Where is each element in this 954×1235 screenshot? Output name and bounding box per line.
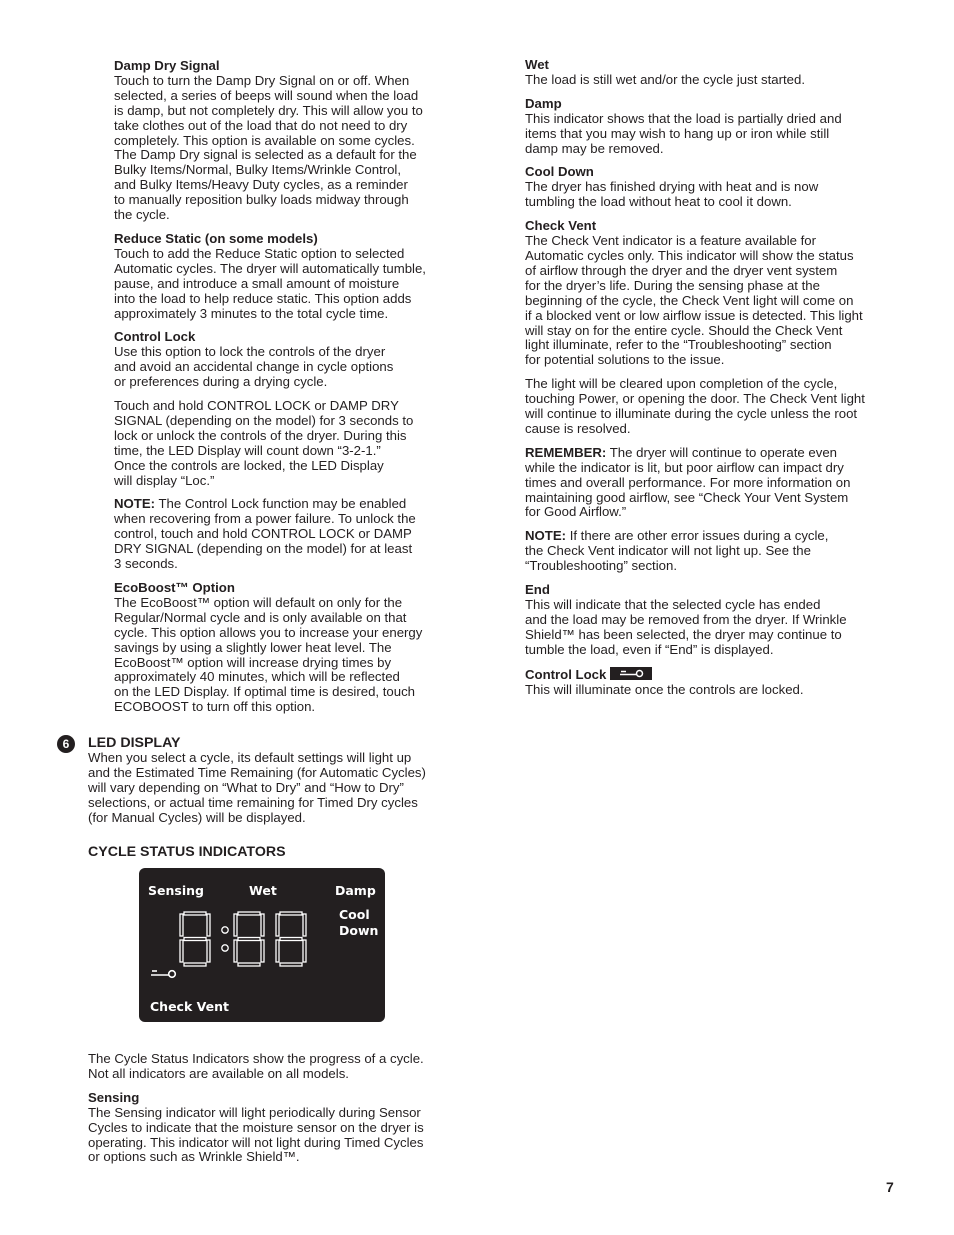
panel-label-wet: Wet [249, 883, 277, 898]
text-line: for Good Airflow.” [525, 504, 627, 520]
text-line: for potential solutions to the issue. [525, 352, 725, 368]
led-display-text [88, 751, 458, 826]
cycle-status-heading-wrap [88, 845, 286, 860]
text-line: cycle. This option allows you to increase your energy [114, 624, 423, 640]
page-number: 7 [886, 1179, 894, 1195]
text-line: approximately 40 minutes, which will be reflected [114, 669, 400, 685]
check-vent-heading: Check Vent [525, 218, 597, 234]
control-lock-indicator-section [525, 667, 895, 698]
led-display-section [88, 736, 458, 825]
text-line: lock or unlock the controls of the dryer. During this [114, 427, 407, 443]
end-heading: End [525, 582, 550, 598]
text-line: savings by using a slightly lower heat level. The [114, 639, 392, 655]
cool-down-text [525, 180, 895, 210]
note-first-line: If there are other error issues during a cycle, [566, 528, 829, 544]
left-column [114, 59, 459, 724]
text-line: Bulky Items/Normal, Bulky Items/Wrinkle Control, [114, 162, 402, 178]
control-lock-indicator-heading-row [525, 667, 895, 683]
remember-label: REMEMBER: [525, 444, 607, 460]
check-vent-note [525, 529, 895, 574]
lock-badge-icon [610, 667, 652, 680]
text-line: times and overall performance. For more information on [525, 474, 851, 490]
control-lock-section [114, 330, 459, 572]
control-lock-indicator-heading: Control Lock [525, 666, 607, 682]
damp-dry-signal-text [114, 74, 459, 223]
text-line: Automatic cycles. The dryer will automatically tumble, [114, 260, 426, 276]
text-line: selected, a series of beeps will sound when the load [114, 87, 419, 103]
note-first-line: The Control Lock function may be enabled [155, 496, 407, 512]
text-line: Cycles to indicate that the moisture sensor on the dryer is [88, 1119, 424, 1135]
text-line: tumbling the load without heat to cool it down. [525, 194, 792, 210]
text-line: Use this option to lock the controls of the dryer [114, 344, 386, 360]
text-line: and Bulky Items/Heavy Duty cycles, as a reminder [114, 177, 408, 193]
text-line: The Cycle Status Indicators show the progress of a cycle. [88, 1051, 424, 1066]
cycle-status-panel-illustration [139, 868, 386, 1023]
text-line: damp may be removed. [525, 140, 664, 156]
text-line: The Sensing indicator will light periodically during Sensor [88, 1104, 421, 1120]
check-vent-paragraph-1 [525, 234, 895, 368]
text-line: control, touch and hold CONTROL LOCK or DAMP [114, 526, 412, 542]
text-line: is damp, but not completely dry. This will allow you to [114, 102, 423, 118]
text-line: This will indicate that the selected cycle has ended [525, 597, 821, 612]
right-column [525, 58, 895, 697]
text-line: The dryer has finished drying with heat and is now [525, 179, 819, 195]
text-line: operating. This indicator will not light during Timed Cycles [88, 1134, 424, 1150]
text-line: for the dryer’s life. During the sensing phase at the [525, 277, 820, 293]
text-line: and the load may be removed from the dryer. If Wrinkle [525, 611, 847, 627]
sensing-heading: Sensing [88, 1089, 140, 1105]
control-lock-heading: Control Lock [114, 329, 196, 345]
text-line: The EcoBoost™ option will default on only for the [114, 594, 403, 610]
text-line: The Damp Dry signal is selected as a default for the [114, 147, 417, 163]
cycle-status-text [88, 1052, 458, 1165]
panel-label-cool: Cool [339, 907, 370, 922]
text-line: of airflow through the dryer and the dryer vent system [525, 262, 838, 278]
text-line: When you select a cycle, its default settings will light up [88, 749, 412, 765]
cycle-status-heading: CYCLE STATUS INDICATORS [88, 844, 286, 860]
note-label: NOTE: [114, 496, 156, 512]
text-line: on the LED Display. If optimal time is desired, touch [114, 684, 416, 700]
damp-section [525, 97, 895, 157]
text-line: ECOBOOST to turn off this option. [114, 699, 316, 715]
note-text [525, 543, 811, 573]
control-lock-note [114, 497, 459, 572]
check-vent-section [525, 219, 895, 574]
text-line: the Check Vent indicator will not light up. See the [525, 543, 811, 559]
remember-text [525, 460, 850, 520]
text-line: Shield™ has been selected, the dryer may continue to [525, 626, 842, 642]
text-line: The light will be cleared upon completion of the cycle, [525, 376, 838, 392]
text-line: will continue to illuminate during the cycle unless the root [525, 406, 858, 422]
wet-text [525, 73, 895, 88]
panel-label-sensing: Sensing [148, 883, 204, 898]
text-line: 3 seconds. [114, 556, 178, 572]
end-section [525, 583, 895, 658]
text-line: Touch to add the Reduce Static option to selected [114, 245, 405, 261]
text-line: This will illuminate once the controls are locked. [525, 681, 804, 697]
reduce-static-text [114, 247, 459, 322]
note-text [114, 511, 416, 571]
text-line: selections, or actual time remaining for Timed Dry cycles [88, 794, 418, 810]
damp-text [525, 112, 895, 157]
damp-dry-signal-heading: Damp Dry Signal [114, 58, 220, 73]
text-line: (for Manual Cycles) will be displayed. [88, 809, 306, 825]
text-line: time, the LED Display will count down “3-2-1.” [114, 442, 381, 458]
check-vent-paragraph-2 [525, 377, 895, 437]
text-line: take clothes out of the load that do not need to dry [114, 117, 408, 133]
end-text [525, 598, 895, 658]
text-line: completely. This option is available on some cycles. [114, 132, 415, 148]
reduce-static-heading: Reduce Static (on some models) [114, 230, 318, 246]
text-line: will stay on for the entire cycle. Should the Check Vent [525, 322, 843, 338]
text-line: EcoBoost™ option will increase drying times by [114, 654, 392, 670]
damp-dry-signal-section [114, 59, 459, 223]
cool-down-section [525, 165, 895, 210]
note-label: NOTE: [525, 528, 567, 544]
wet-section [525, 58, 895, 88]
panel-label-down: Down [339, 923, 379, 938]
ecoboost-text [114, 596, 459, 715]
reduce-static-section [114, 232, 459, 321]
text-line: and the Estimated Time Remaining (for Automatic Cycles) [88, 764, 426, 780]
text-line: Automatic cycles only. This indicator will show the status [525, 247, 854, 263]
text-line: “Troubleshooting” section. [525, 558, 677, 574]
text-line: when recovering from a power failure. To unlock the [114, 511, 416, 527]
cycle-status-intro [88, 1052, 458, 1082]
text-line: beginning of the cycle, the Check Vent light will come on [525, 292, 854, 308]
ecoboost-heading: EcoBoost™ Option [114, 580, 235, 595]
sensing-text [88, 1106, 458, 1166]
text-line: or preferences during a drying cycle. [114, 374, 328, 390]
text-line: approximately 3 minutes to the total cycle time. [114, 305, 389, 321]
cool-down-heading: Cool Down [525, 164, 594, 180]
text-line: Not all indicators are available on all models. [88, 1065, 349, 1081]
text-line: SIGNAL (depending on the model) for 3 seconds to [114, 412, 414, 428]
text-line: items that you may wish to hang up or iron while still [525, 125, 830, 141]
text-line: into the load to help reduce static. This option adds [114, 290, 412, 306]
text-line: while the indicator is lit, but poor airflow can impact dry [525, 459, 844, 475]
text-line: light illuminate, refer to the “Troubleshooting” section [525, 337, 832, 353]
step-number-badge: 6 [57, 735, 75, 753]
wet-heading: Wet [525, 57, 549, 72]
control-lock-indicator-text [525, 683, 895, 698]
text-line: pause, and introduce a small amount of moisture [114, 275, 400, 291]
text-line: to manually reposition bulky loads midway through [114, 192, 409, 208]
ecoboost-section [114, 581, 459, 715]
text-line: Once the controls are locked, the LED Display [114, 457, 384, 473]
text-line: The load is still wet and/or the cycle just started. [525, 71, 805, 87]
led-display-heading: LED DISPLAY [88, 735, 181, 751]
text-line: This indicator shows that the load is partially dried and [525, 110, 842, 126]
text-line: and avoid an accidental change in cycle options [114, 359, 394, 375]
text-line: Touch to turn the Damp Dry Signal on or off. When [114, 72, 410, 88]
check-vent-remember [525, 446, 895, 521]
text-line: tumble the load, even if “End” is displayed. [525, 641, 774, 657]
text-line: DRY SIGNAL (depending on the model) for at least [114, 541, 413, 557]
text-line: The Check Vent indicator is a feature available for [525, 233, 817, 249]
control-lock-paragraph-1 [114, 345, 459, 390]
panel-label-check-vent: Check Vent [150, 999, 229, 1014]
text-line: will vary depending on “What to Dry” and “How to Dry” [88, 779, 404, 795]
text-line: will display “Loc.” [114, 472, 215, 488]
text-line: maintaining good airflow, see “Check Your Vent System [525, 489, 849, 505]
remember-first-line: The dryer will continue to operate even [606, 444, 837, 460]
text-line: or options such as Wrinkle Shield™. [88, 1149, 300, 1165]
text-line: touching Power, or opening the door. The Check Vent light [525, 391, 865, 407]
text-line: Regular/Normal cycle and is only available on that [114, 609, 407, 625]
control-lock-paragraph-2 [114, 399, 459, 488]
damp-heading: Damp [525, 95, 562, 111]
text-line: cause is resolved. [525, 420, 631, 436]
text-line: if a blocked vent or low airflow issue is detected. This light [525, 307, 863, 323]
text-line: the cycle. [114, 207, 170, 223]
text-line: Touch and hold CONTROL LOCK or DAMP DRY [114, 398, 399, 414]
panel-label-damp: Damp [335, 883, 376, 898]
